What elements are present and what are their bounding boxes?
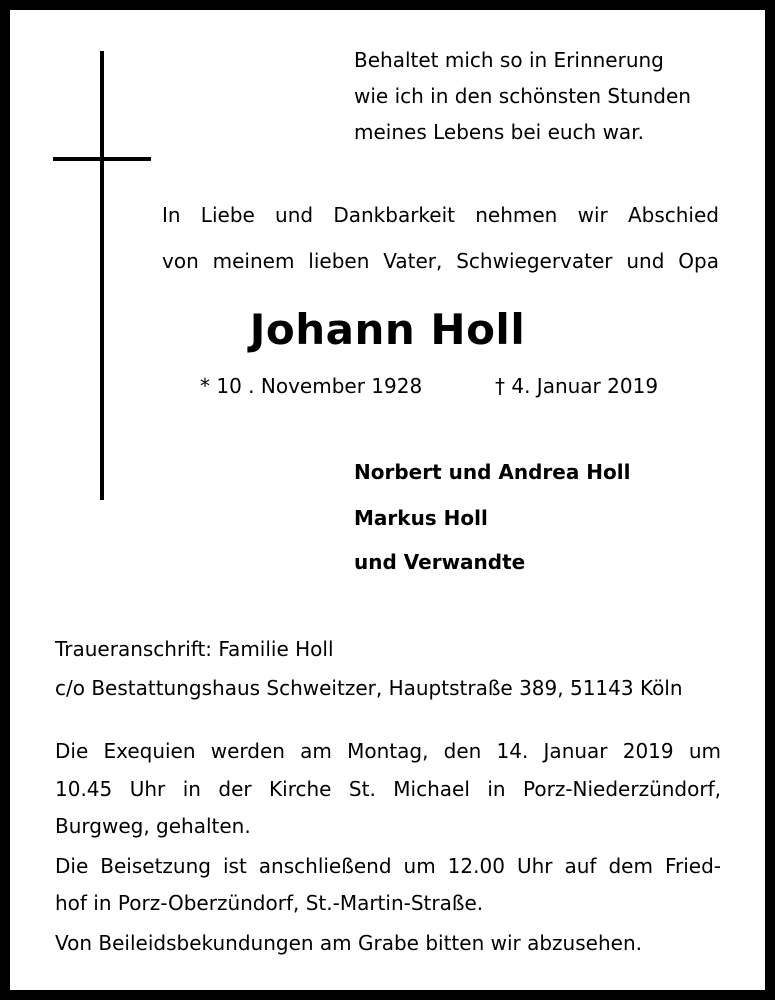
address-line-2: c/o Bestattungshaus Schweitzer, Hauptstraße 389, 51143 Köln (55, 676, 683, 700)
service-line-3: Burgweg, gehalten. (55, 814, 251, 838)
cross-vertical-bar (100, 51, 104, 500)
quote-line-3: meines Lebens bei euch war. (354, 120, 644, 144)
burial-line-1: Die Beisetzung ist anschließend um 12.00 Uhr auf dem Fried- (55, 854, 721, 878)
deceased-name: Johann Holl (249, 305, 526, 354)
mourner-line-1: Norbert und Andrea Holl (354, 460, 631, 484)
mourner-line-2: Markus Holl (354, 506, 488, 530)
service-line-1: Die Exequien werden am Montag, den 14. Januar 2019 um (55, 739, 721, 763)
address-line-1: Traueranschrift: Familie Holl (55, 637, 334, 661)
quote-line-2: wie ich in den schönsten Stunden (354, 84, 691, 108)
death-date: † 4. Januar 2019 (495, 374, 659, 398)
cross-horizontal-bar (53, 157, 151, 161)
burial-line-2: hof in Porz-Oberzündorf, St.-Martin-Straße. (55, 891, 484, 915)
intro-line-1: In Liebe und Dankbarkeit nehmen wir Abschied (162, 203, 719, 227)
quote-line-1: Behaltet mich so in Erinnerung (354, 48, 664, 72)
intro-line-2: von meinem lieben Vater, Schwiegervater und Opa (162, 249, 719, 273)
closing-line: Von Beileidsbekundungen am Grabe bitten wir abzusehen. (55, 931, 642, 955)
mourner-line-3: und Verwandte (354, 550, 526, 574)
birth-date: * 10 . November 1928 (200, 374, 423, 398)
service-line-2: 10.45 Uhr in der Kirche St. Michael in Porz-Niederzündorf, (55, 777, 721, 801)
